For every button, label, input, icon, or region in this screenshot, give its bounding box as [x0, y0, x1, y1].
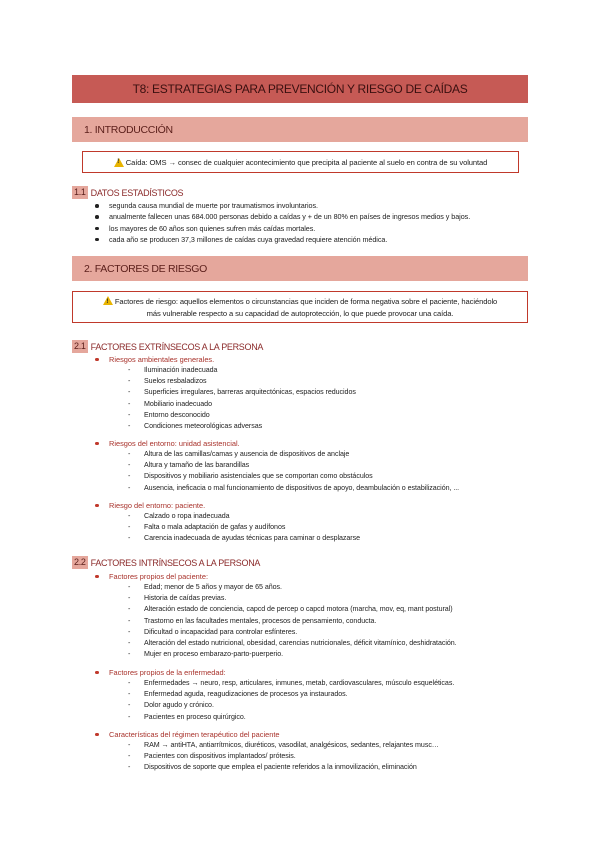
list-item: - Edad; menor de 5 años y mayor de 65 años. [95, 582, 457, 593]
document-title: T8: ESTRATEGIAS PARA PREVENCIÓN Y RIESGO DE CAÍDAS [72, 75, 528, 103]
list-item: - Iluminación inadecuada [95, 365, 356, 376]
list-item: - Ausencia, ineficacia o mal funcionamiento de dispositivos de apoyo, deambulación o estabilización, ... [95, 483, 459, 494]
list-item: - Condiciones meteorológicas adversas [95, 421, 356, 432]
list-item: anualmente fallecen unas 684.000 personas debido a caídas y + de un 80% en países de ingresos medios y bajos. [95, 211, 470, 222]
section-introduccion-header: 1. INTRODUCCIÓN [72, 117, 528, 142]
list-item: - Trastorno en las facultades mentales, procesos de pensamiento, conducta. [95, 616, 457, 627]
group-riesgo-paciente: Riesgo del entorno: paciente. - Calzado o ropa inadecuada - Falta o mala adaptación de gafas y audífonos - Carencia inadecuada de ayudas técnicas para caminar o desplazarse [95, 500, 360, 545]
list-item: - Dificultad o incapacidad para controlar esfínteres. [95, 627, 457, 638]
list-item: - Alteración estado de conciencia, capcd de percep o capcd motora (marcha, mov, eq, mant postural) [95, 604, 457, 615]
list-item: - Entorno desconocido [95, 410, 356, 421]
list-item: - Dispositivos y mobiliario asistenciales que se comportan como obstáculos [95, 471, 459, 482]
list-item: - Suelos resbaladizos [95, 376, 356, 387]
warning-icon [114, 158, 124, 167]
subsection-datos-estadisticos: 1.1 DATOS ESTADÍSTICOS [74, 187, 184, 198]
list-item: - Dolor agudo y crónico. [95, 700, 454, 711]
list-item: - Pacientes en proceso quirúrgico. [95, 712, 454, 723]
list-item: - Calzado o ropa inadecuada [95, 511, 360, 522]
list-item: - Mobiliario inadecuado [95, 399, 356, 410]
caida-definition-box: ! Caída: OMS → consec de cualquier acontecimiento que precipita al paciente al suelo en contra de su voluntad [82, 151, 519, 173]
list-item: - Alteración del estado nutricional, obesidad, carencias nutricionales, déficit vitamínico, deshidratación. [95, 638, 457, 649]
estadisticas-list [95, 200, 470, 245]
list-item: - Historia de caídas previas. [95, 593, 457, 604]
group-riesgos-unidad-asistencial: Riesgos del entorno: unidad asistencial. - Altura de las camillas/camas y ausencia de dispositivos de anclaje - Altura y tamaño de las barandillas - Dispositivos y mobiliario asistenciales que se comportan como obstáculos - Ausencia, ineficacia o mal funcionamiento de dispositivos de apoyo, deambulación o estabilización, ... [95, 438, 459, 494]
list-item: - Enfermedades → neuro, resp, articulares, inmunes, metab, cardiovasculares, músculo esqueléticas. [95, 678, 454, 689]
list-item: los mayores de 60 años son quienes sufren más caídas mortales. [95, 223, 470, 234]
list-item: - Dispositivos de soporte que emplea el paciente referidos a la inmovilización, eliminación [95, 762, 439, 773]
list-item: - Altura de las camillas/camas y ausencia de dispositivos de anclaje [95, 449, 459, 460]
section-factores-riesgo-header: 2. FACTORES DE RIESGO [72, 256, 528, 281]
factores-riesgo-definition-box: !Factores de riesgo: aquellos elementos o circunstancias que inciden de forma negativa sobre el paciente, haciéndolo más vulnerable respecto a su capacidad de autoprotección, lo que puede provocar una caída. [72, 291, 528, 323]
list-item: - Altura y tamaño de las barandillas [95, 460, 459, 471]
list-item: - Superficies irregulares, barreras arquitectónicas, espacios reducidos [95, 387, 356, 398]
group-factores-paciente: Factores propios del paciente: - Edad; menor de 5 años y mayor de 65 años. - Historia de caídas previas. - Alteración estado de conciencia, capcd de percep o capcd motora (marcha, mov, eq, mant postural) - Trastorno en las facultades mentales, procesos de pensamiento, conducta. - Dificultad o incapacidad para controlar esfínteres. - Alteración del estado nutricional, obesidad, carencias nutricionales, déficit vitamínico, deshidratación. - Mujer en proceso embarazo-parto-puerperio. [95, 571, 457, 660]
list-item: - RAM → antiHTA, antiarrítmicos, diuréticos, vasodilat, analgésicos, sedantes, relajantes musc… [95, 740, 439, 751]
group-riesgos-ambientales: Riesgos ambientales generales. - Iluminación inadecuada - Suelos resbaladizos - Superficies irregulares, barreras arquitectónicas, espacios reducidos - Mobiliario inadecuado - Entorno desconocido - Condiciones meteorológicas adversas [95, 354, 356, 432]
list-item: - Pacientes con dispositivos implantados/ prótesis. [95, 751, 439, 762]
subsection-factores-intrinsecos: 2.2 FACTORES INTRÍNSECOS A LA PERSONA [74, 557, 261, 568]
list-item: cada año se producen 37,3 millones de caídas cuya gravedad requiere atención médica. [95, 234, 470, 245]
list-item: - Carencia inadecuada de ayudas técnicas para caminar o desplazarse [95, 533, 360, 544]
group-factores-enfermedad: Factores propios de la enfermedad: - Enfermedades → neuro, resp, articulares, inmunes, metab, cardiovasculares, músculo esqueléticas. - Enfermedad aguda, reagudizaciones de procesos ya instaurados. - Dolor agudo y crónico. - Pacientes en proceso quirúrgico. [95, 667, 454, 723]
subsection-factores-extrinsecos: 2.1 FACTORES EXTRÍNSECOS A LA PERSONA [74, 341, 264, 352]
list-item: - Falta o mala adaptación de gafas y audífonos [95, 522, 360, 533]
group-regimen-terapeutico: Características del régimen terapéutico del paciente - RAM → antiHTA, antiarrítmicos, diuréticos, vasodilat, analgésicos, sedantes, relajantes musc… - Pacientes con dispositivos implantados/ prótesis. - Dispositivos de soporte que emplea el paciente referidos a la inmovilización, eliminación [95, 729, 439, 774]
list-item: segunda causa mundial de muerte por traumatismos involuntarios. [95, 200, 470, 211]
list-item: - Mujer en proceso embarazo-parto-puerperio. [95, 649, 457, 660]
warning-icon [103, 296, 113, 305]
list-item: - Enfermedad aguda, reagudizaciones de procesos ya instaurados. [95, 689, 454, 700]
